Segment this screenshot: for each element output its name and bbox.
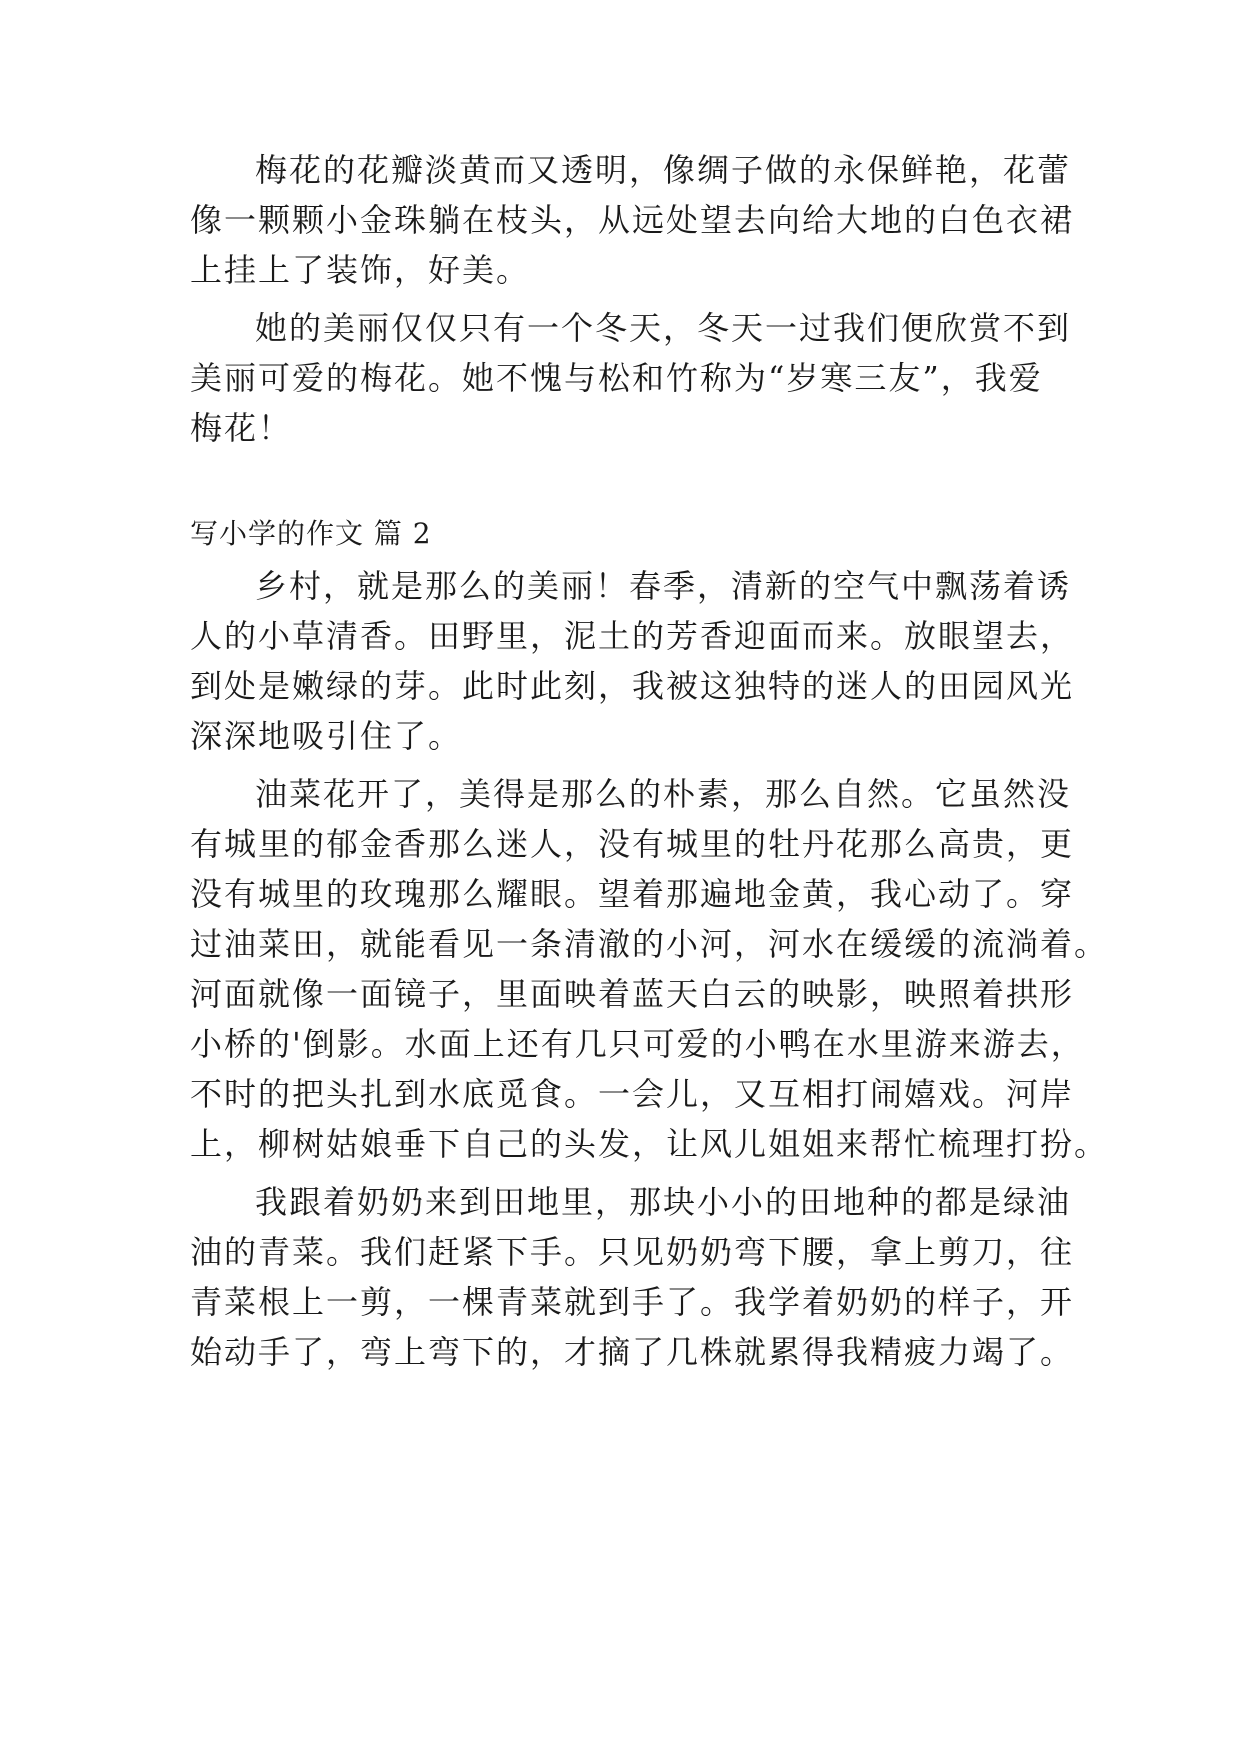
paragraph-line: 不时的把头扎到水底觅食。一会儿，又互相打闹嬉戏。河岸	[190, 1075, 1075, 1113]
paragraph-line: 油菜花开了，美得是那么的朴素，那么自然。它虽然没	[255, 775, 1072, 813]
paragraph-line: 梅花的花瓣淡黄而又透明，像绸子做的永保鲜艳，花蕾	[255, 151, 1072, 189]
paragraph-line: 河面就像一面镜子，里面映着蓝天白云的映影，映照着拱形	[190, 975, 1075, 1013]
paragraph-line: 人的小草清香。田野里，泥土的芳香迎面而来。放眼望去，	[190, 617, 1075, 655]
paragraph-line: 有城里的郁金香那么迷人，没有城里的牡丹花那么高贵，更	[190, 825, 1075, 863]
paragraph-line: 她的美丽仅仅只有一个冬天，冬天一过我们便欣赏不到	[255, 309, 1072, 347]
paragraph-line: 过油菜田，就能看见一条清澈的小河，河水在缓缓的流淌着。	[190, 925, 1109, 963]
paragraph-line: 油的青菜。我们赶紧下手。只见奶奶弯下腰，拿上剪刀，往	[190, 1233, 1075, 1271]
paragraph-line: 深深地吸引住了。	[190, 717, 463, 755]
paragraph-line: 没有城里的玫瑰那么耀眼。望着那遍地金黄，我心动了。穿	[190, 875, 1075, 913]
paragraph-line: 小桥的'倒影。水面上还有几只可爱的小鸭在水里游来游去，	[190, 1025, 1085, 1063]
paragraph-line: 上，柳树姑娘垂下自己的头发，让风儿姐姐来帮忙梳理打扮。	[190, 1125, 1109, 1163]
paragraph-line: 梅花！	[190, 409, 293, 447]
paragraph-line: 到处是嫩绿的芽。此时此刻，我被这独特的迷人的田园风光	[190, 667, 1075, 705]
paragraph-line: 始动手了，弯上弯下的，才摘了几株就累得我精疲力竭了。	[190, 1333, 1075, 1371]
paragraph-line: 美丽可爱的梅花。她不愧与松和竹称为“岁寒三友”，我爱	[190, 359, 1043, 397]
paragraph-line: 上挂上了装饰，好美。	[190, 251, 531, 289]
paragraph-line: 我跟着奶奶来到田地里，那块小小的田地种的都是绿油	[255, 1183, 1072, 1221]
section-heading: 写小学的作文 篇 2	[190, 517, 432, 550]
paragraph-line: 乡村，就是那么的美丽！春季，清新的空气中飘荡着诱	[255, 567, 1072, 605]
paragraph-line: 像一颗颗小金珠躺在枝头，从远处望去向给大地的白色衣裙	[190, 201, 1075, 239]
paragraph-line: 青菜根上一剪，一棵青菜就到手了。我学着奶奶的样子，开	[190, 1283, 1075, 1321]
